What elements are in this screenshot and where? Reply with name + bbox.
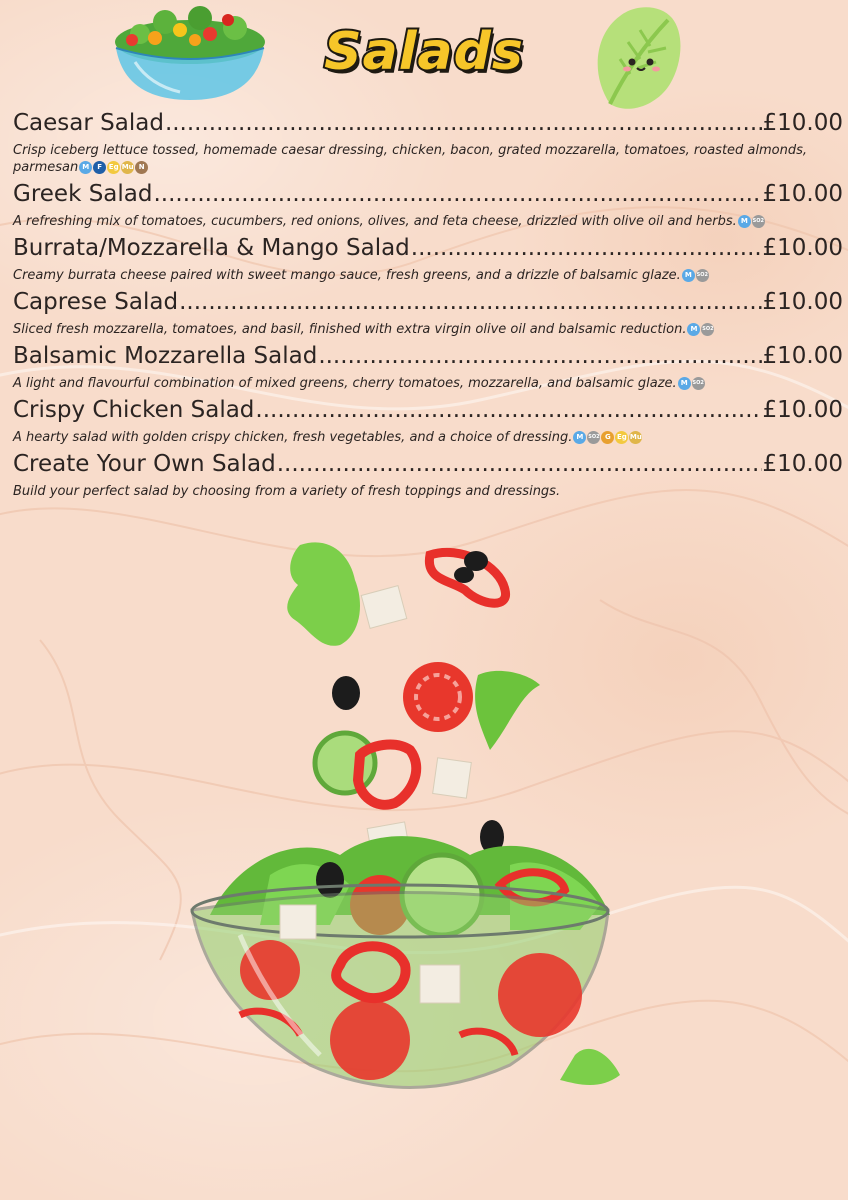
item-description: A hearty salad with golden crispy chicken, fresh vegetables, and a choice of dressing. M SO2 G Eg Mu: [13, 430, 642, 445]
item-price: £10.00: [762, 289, 843, 315]
menu-item-caprese-salad: [13, 289, 843, 338]
allergen-badge-so2: SO2: [692, 377, 705, 390]
olive: [454, 567, 474, 583]
item-name: Caesar Salad: [13, 110, 164, 136]
tossed-salad-illustration: [180, 535, 640, 1115]
allergen-badge-so2: SO2: [701, 323, 714, 336]
allergen-badge-m: M: [687, 323, 700, 336]
dot-leader: [277, 451, 762, 477]
menu-item-caesar-salad: [13, 110, 843, 176]
allergen-badge-n: N: [135, 161, 148, 174]
menu-item-burrata-mango-salad: [13, 235, 843, 284]
allergen-badge-mu: Mu: [121, 161, 134, 174]
allergen-badge-so2: SO2: [752, 215, 765, 228]
item-description: A light and flavourful combination of mixed greens, cherry tomatoes, mozzarella, and balsamic glaze. M SO2: [13, 376, 704, 391]
menu-item-greek-salad: [13, 181, 843, 230]
item-price: £10.00: [762, 451, 843, 477]
item-description: A refreshing mix of tomatoes, cucumbers, red onions, olives, and feta cheese, drizzled with olive oil and herbs. M SO2: [13, 214, 764, 229]
item-price: £10.00: [762, 110, 843, 136]
dot-leader: [318, 343, 761, 369]
menu-item-balsamic-mozzarella-salad: [13, 343, 843, 392]
item-name: Caprese Salad: [13, 289, 179, 315]
allergen-badge-f: F: [93, 161, 106, 174]
allergen-badge-eg: Eg: [107, 161, 120, 174]
allergen-badge-mu: Mu: [629, 431, 642, 444]
item-name: Greek Salad: [13, 181, 153, 207]
feta-cube: [433, 758, 472, 798]
olive: [332, 676, 360, 710]
item-price: £10.00: [762, 343, 843, 369]
allergen-badge-m: M: [682, 269, 695, 282]
item-price: £10.00: [762, 235, 843, 261]
menu-list: [13, 110, 843, 505]
dot-leader: [153, 181, 761, 207]
lettuce-leaf: [560, 1049, 620, 1085]
lettuce-leaf: [475, 671, 540, 750]
allergen-badge-so2: SO2: [696, 269, 709, 282]
olive: [316, 862, 344, 898]
item-description: Creamy burrata cheese paired with sweet mango sauce, fresh greens, and a drizzle of balsamic glaze. M SO2: [13, 268, 708, 283]
menu-item-create-your-own-salad: [13, 451, 843, 500]
allergen-badge-m: M: [573, 431, 586, 444]
page-title: Salads: [324, 22, 524, 82]
cucumber-slice: [315, 733, 375, 793]
tomato-slice: [403, 662, 473, 732]
item-price: £10.00: [762, 397, 843, 423]
dot-leader: [411, 235, 762, 261]
lettuce-leaf: [287, 542, 360, 645]
item-description: Build your perfect salad by choosing from a variety of fresh toppings and dressings.: [13, 484, 561, 499]
lettuce-mascot-icon: [590, 4, 685, 114]
allergen-badge-m: M: [678, 377, 691, 390]
item-name: Create Your Own Salad: [13, 451, 276, 477]
dot-leader: [179, 289, 761, 315]
dot-leader: [165, 110, 762, 136]
item-name: Balsamic Mozzarella Salad: [13, 343, 318, 369]
item-name: Crispy Chicken Salad: [13, 397, 255, 423]
allergen-badge-m: M: [79, 161, 92, 174]
item-description: Sliced fresh mozzarella, tomatoes, and basil, finished with extra virgin olive oil and balsamic reduction. M SO2: [13, 322, 714, 337]
allergen-badge-so2: SO2: [587, 431, 600, 444]
item-price: £10.00: [762, 181, 843, 207]
dot-leader: [255, 397, 761, 423]
menu-item-crispy-chicken-salad: [13, 397, 843, 446]
allergen-badge-g: G: [601, 431, 614, 444]
item-description: Crisp iceberg lettuce tossed, homemade caesar dressing, chicken, bacon, grated mozzarella, tomatoes, roasted almonds, parmesan M F Eg Mu N: [13, 143, 808, 175]
menu-header: [0, 0, 848, 115]
allergen-badge-m: M: [738, 215, 751, 228]
item-name: Burrata/Mozzarella & Mango Salad: [13, 235, 410, 261]
feta-cube: [361, 586, 407, 629]
allergen-badge-eg: Eg: [615, 431, 628, 444]
